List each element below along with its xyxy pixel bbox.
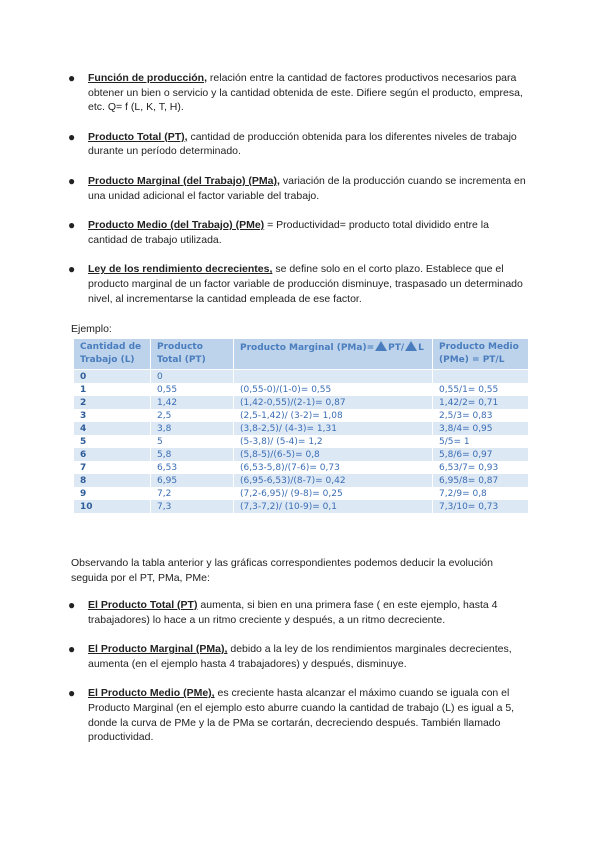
table-cell: 7	[74, 461, 151, 474]
table-cell: 2	[74, 396, 151, 409]
list-item: ● Función de producción, relación entre la cantidad de factores productivos necesarios para obtener un bien o servicio y la cantidad obtenida de este. Difiere según el producto, empresa, etc. Q= f (L, K, T, H).	[68, 71, 523, 114]
table-cell: 5	[74, 435, 151, 448]
delta-icon	[405, 341, 417, 351]
table-cell: 6	[74, 448, 151, 461]
example-label: Ejemplo:	[71, 323, 112, 335]
table-cell: (7,2-6,95)/ (9-8)= 0,25	[234, 487, 433, 500]
table-cell: 1,42	[151, 396, 234, 409]
table-cell: 6,95/8= 0,87	[433, 474, 529, 487]
table-cell: (3,8-2,5)/ (4-3)= 1,31	[234, 422, 433, 435]
table-cell: 7,2	[151, 487, 234, 500]
table-cell: 2,5/3= 0,83	[433, 409, 529, 422]
table-cell: (1,42-0,55)/(2-1)= 0,87	[234, 396, 433, 409]
list-item: ● Producto Total (PT), cantidad de producción obtenida para los diferentes niveles de trabajo durante un período determinado.	[68, 129, 517, 158]
table-cell: (6,53-5,8)/(7-6)= 0,73	[234, 461, 433, 474]
bullet-icon: ●	[68, 598, 76, 612]
table-row	[74, 448, 529, 461]
table-cell: 6,53	[151, 461, 234, 474]
table-row	[74, 422, 529, 435]
table-cell: 1,42/2= 0,71	[433, 396, 529, 409]
table-header-row	[74, 339, 529, 370]
list-item: ● Ley de los rendimiento decrecientes, se define solo en el corto plazo. Establece que el producto marginal de un factor variable de producción disminuye, traspasado un determinado nivel, al incrementarse la cantidad empleada de ese factor.	[68, 262, 523, 305]
production-table	[73, 338, 529, 513]
table-cell: 5,8	[151, 448, 234, 461]
table-cell: 5/5= 1	[433, 435, 529, 448]
bullet-icon: ●	[68, 71, 76, 85]
table-cell: 0	[74, 370, 151, 384]
table-cell: 0,55	[151, 383, 234, 396]
table-row	[74, 461, 529, 474]
table-cell: 6,95	[151, 474, 234, 487]
list-item: ● El Producto Total (PT) aumenta, si bien en una primera fase ( en este ejemplo, hasta 4 trabajadores) lo hace a un ritmo creciente y después, a un ritmo decreciente.	[68, 598, 498, 626]
list-item: ● El Producto Marginal (PMa), debido a la ley de los rendimientos marginales decrecientes, aumenta (en el ejemplo hasta 4 trabajadores) y después, disminuye.	[68, 642, 512, 670]
table-row	[74, 500, 529, 513]
header-producto-total: Producto Total (PT)	[151, 339, 234, 370]
table-row	[74, 435, 529, 448]
table-row	[74, 487, 529, 500]
table-cell: (0,55-0)/(1-0)= 0,55	[234, 383, 433, 396]
table-cell	[234, 370, 433, 384]
table-cell: (7,3-7,2)/ (10-9)= 0,1	[234, 500, 433, 513]
table-cell: 1	[74, 383, 151, 396]
table-cell: 2,5	[151, 409, 234, 422]
conclusions-list	[68, 598, 528, 760]
table-row	[74, 370, 529, 384]
table-cell: 9	[74, 487, 151, 500]
bullet-icon: ●	[68, 262, 76, 277]
table-body	[74, 370, 529, 514]
table-cell: (2,5-1,42)/ (3-2)= 1,08	[234, 409, 433, 422]
definitions-list	[68, 71, 528, 321]
list-item: ● Producto Medio (del Trabajo) (PMe) = Productividad= producto total dividido entre la cantidad de trabajo utilizada.	[68, 218, 489, 246]
table-cell: 8	[74, 474, 151, 487]
bullet-icon: ●	[68, 686, 76, 701]
bullet-icon: ●	[68, 173, 76, 188]
table-cell: (6,95-6,53)/(8-7)= 0,42	[234, 474, 433, 487]
table-row	[74, 383, 529, 396]
table-cell: 5	[151, 435, 234, 448]
table-cell: 3,8/4= 0,95	[433, 422, 529, 435]
list-item: ● El Producto Medio (PMe), es creciente hasta alcanzar el máximo cuando se iguala con el Producto Marginal (en el ejemplo esto aburre cuando la cantidad de trabajo (L) es igual a 5, donde la curva de PMe y la de PMa se cortarán, decreciendo después. También llamado productividad.	[68, 686, 515, 744]
table-cell: (5,8-5)/(6-5)= 0,8	[234, 448, 433, 461]
list-item: ● Producto Marginal (del Trabajo) (PMa), variación de la producción cuando se incrementa en una unidad adicional el factor variable del trabajo.	[68, 173, 526, 202]
table-cell: 0	[151, 370, 234, 384]
table-cell: 3,8	[151, 422, 234, 435]
table-cell: 3	[74, 409, 151, 422]
delta-icon	[375, 341, 387, 351]
observation-text: Observando la tabla anterior y las gráficas correspondientes podemos deducir la evolución seguida por el PT, PMa, PMe:	[71, 557, 493, 584]
table-cell: 6,53/7= 0,93	[433, 461, 529, 474]
table-cell: 5,8/6= 0,97	[433, 448, 529, 461]
header-producto-marginal: Producto Marginal (PMa)= PT/ L	[234, 339, 433, 370]
table-cell: 10	[74, 500, 151, 513]
table-row	[74, 409, 529, 422]
table-cell: (5-3,8)/ (5-4)= 1,2	[234, 435, 433, 448]
table-row	[74, 396, 529, 409]
table-cell: 0,55/1= 0,55	[433, 383, 529, 396]
table-cell: 4	[74, 422, 151, 435]
bullet-icon: ●	[68, 218, 76, 233]
bullet-icon: ●	[68, 642, 76, 657]
table-row	[74, 474, 529, 487]
header-cantidad: Cantidad de Trabajo (L)	[74, 339, 151, 370]
table-cell	[433, 370, 529, 384]
header-producto-medio: Producto Medio (PMe) = PT/L	[433, 339, 529, 370]
table-cell: 7,2/9= 0,8	[433, 487, 529, 500]
table-cell: 7,3/10= 0,73	[433, 500, 529, 513]
table-cell: 7,3	[151, 500, 234, 513]
bullet-icon: ●	[68, 129, 76, 144]
